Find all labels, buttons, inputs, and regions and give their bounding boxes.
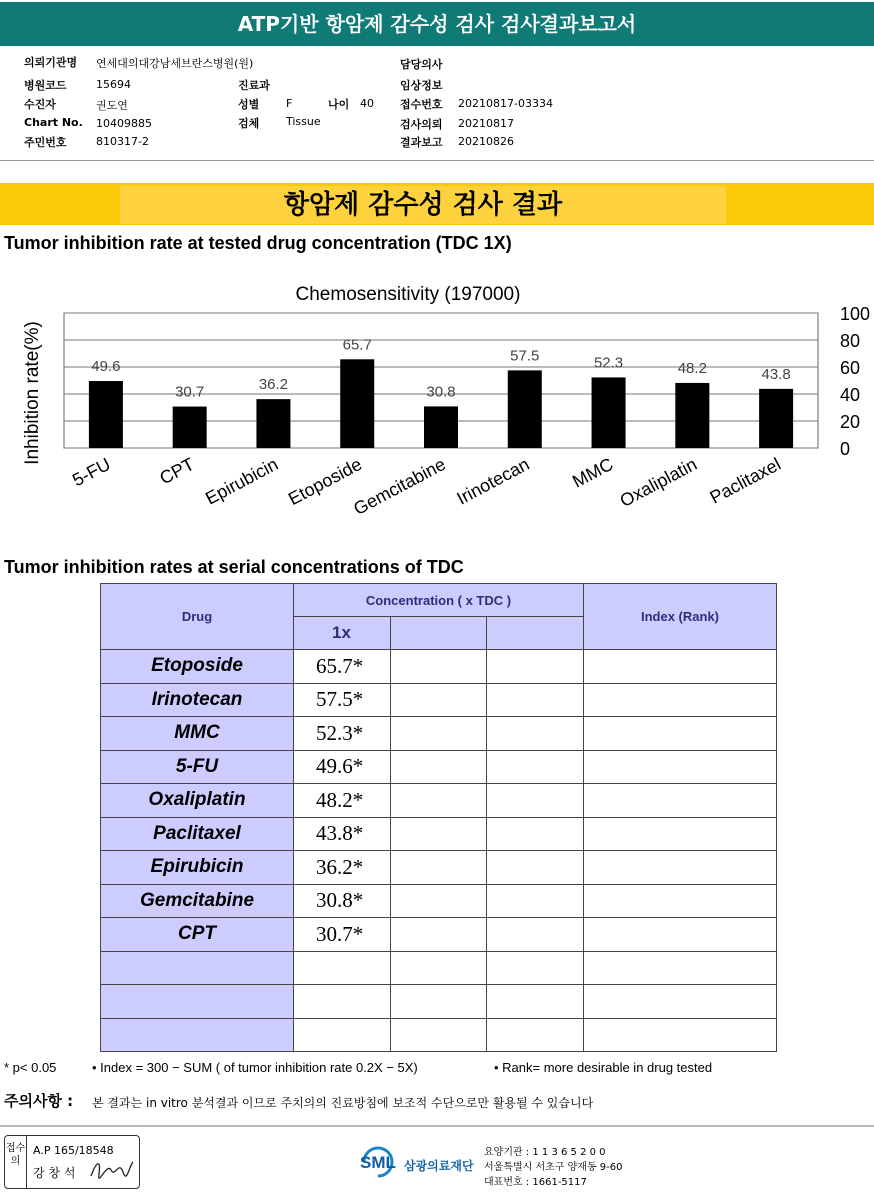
specimen-label: 검체	[238, 117, 260, 130]
bar-value-label: 36.2	[258, 376, 289, 394]
x-tick-label: Paclitaxel	[706, 453, 784, 508]
x-tick-label: 5-FU	[69, 453, 114, 491]
institution-value: 연세대의대강남세브란스병원(원)	[96, 57, 254, 70]
chemosensitivity-chart	[0, 270, 874, 540]
info-divider	[0, 160, 874, 161]
x-tick-label: Gemcitabine	[350, 453, 449, 519]
request-value: 20210817	[458, 117, 514, 130]
caution-text: 본 결과는 in vitro 분석결과 이므로 주치의의 진료방침에 보조적 수단으로만 활용될 수 있습니다	[92, 1096, 594, 1110]
bar-value-label: 43.8	[761, 365, 791, 383]
bar-5-fu	[89, 381, 123, 448]
x-tick-label: Etoposide	[285, 453, 366, 510]
report-label: 결과보고	[400, 136, 443, 149]
x-tick-label: MMC	[569, 453, 617, 492]
bar-oxaliplatin	[675, 383, 709, 448]
concentration-header: Concentration ( x TDC )	[294, 584, 584, 617]
specimen-value: Tissue	[286, 115, 321, 128]
stamp-ap: A.P 165/18548	[33, 1144, 114, 1157]
value-1x-cell: 36.2*	[294, 851, 391, 885]
x-tick-label: CPT	[156, 453, 198, 489]
bar-value-label: 49.6	[91, 358, 121, 376]
table-row	[101, 851, 777, 885]
chart-heading: Tumor inhibition rate at tested drug concentration (TDC 1X)	[4, 233, 512, 253]
index-cell	[584, 817, 777, 851]
index-cell	[584, 1018, 777, 1052]
value-cell	[391, 650, 487, 684]
org-logo-text: SML	[360, 1153, 396, 1172]
bar-value-label: 30.7	[175, 383, 205, 401]
drug-cell: MMC	[101, 717, 294, 751]
drug-cell: 5-FU	[101, 750, 294, 784]
bar-epirubicin	[256, 399, 290, 448]
org-address: 서울특별시 서초구 양재동 9-60	[484, 1162, 623, 1173]
chart-title: Chemosensitivity (197000)	[295, 284, 521, 305]
age-label: 나이	[328, 98, 350, 111]
value-1x-cell: 49.6*	[294, 750, 391, 784]
value-cell	[391, 683, 487, 717]
value-cell	[487, 918, 584, 952]
receipt-label: 접수번호	[400, 98, 443, 111]
results-table	[100, 583, 777, 1052]
table-row	[101, 1018, 777, 1052]
institution-label: 의뢰기관명	[24, 56, 78, 69]
table-row	[101, 884, 777, 918]
footer-divider	[0, 1125, 874, 1127]
value-1x-cell: 52.3*	[294, 717, 391, 751]
hospital-code-value: 15694	[96, 78, 131, 91]
value-1x-cell: 48.2*	[294, 784, 391, 818]
chart-no-label: Chart No.	[24, 116, 83, 129]
section-banner: 항암제 감수성 검사 결과	[120, 186, 726, 224]
id-value: 810317-2	[96, 135, 149, 148]
y-tick-label: 100	[840, 304, 871, 324]
department-label: 진료과	[238, 79, 270, 92]
bar-value-label: 65.7	[342, 336, 372, 354]
clinical-label: 임상정보	[400, 79, 443, 92]
value-cell	[487, 784, 584, 818]
value-cell	[487, 717, 584, 751]
index-header: Index (Rank)	[584, 584, 777, 650]
footnote-index: • Index = 300 − SUM ( of tumor inhibition rate 0.2X − 5X)	[92, 1060, 418, 1075]
table-heading: Tumor inhibition rates at serial concentrations of TDC	[4, 557, 464, 577]
value-cell	[391, 750, 487, 784]
index-cell	[584, 650, 777, 684]
drug-cell	[101, 1018, 294, 1052]
bar-value-label: 48.2	[677, 359, 707, 377]
value-cell	[487, 650, 584, 684]
patient-value: 권도연	[96, 99, 128, 112]
table-row	[101, 784, 777, 818]
chart-no-value: 10409885	[96, 117, 152, 130]
value-cell	[487, 817, 584, 851]
value-cell	[391, 918, 487, 952]
drug-cell: Gemcitabine	[101, 884, 294, 918]
index-cell	[584, 750, 777, 784]
y-tick-label: 60	[840, 358, 861, 378]
conc-col-3	[487, 617, 584, 650]
value-1x-cell	[294, 951, 391, 985]
report-title: ATP기반 항암제 감수성 검사 검사결과보고서	[0, 2, 874, 46]
table-row	[101, 985, 777, 1019]
index-cell	[584, 717, 777, 751]
x-tick-label: Irinotecan	[453, 453, 533, 509]
index-cell	[584, 851, 777, 885]
drug-cell: CPT	[101, 918, 294, 952]
bar-mmc	[592, 377, 626, 448]
index-cell	[584, 784, 777, 818]
value-1x-cell	[294, 1018, 391, 1052]
value-cell	[391, 951, 487, 985]
y-tick-label: 0	[840, 439, 851, 459]
index-cell	[584, 683, 777, 717]
bar-paclitaxel	[759, 389, 793, 448]
bar-value-label: 57.5	[510, 347, 540, 365]
conc-col-1x: 1x	[294, 617, 391, 650]
sex-label: 성별	[238, 98, 260, 111]
value-cell	[391, 1018, 487, 1052]
drug-cell: Oxaliplatin	[101, 784, 294, 818]
footnote-p: * p< 0.05	[4, 1060, 57, 1075]
value-cell	[391, 851, 487, 885]
value-1x-cell: 65.7*	[294, 650, 391, 684]
table-row	[101, 918, 777, 952]
hospital-code-label: 병원코드	[24, 79, 67, 92]
value-1x-cell: 30.7*	[294, 918, 391, 952]
table-row	[101, 683, 777, 717]
value-cell	[391, 884, 487, 918]
y-tick-label: 80	[840, 331, 861, 351]
drug-cell: Paclitaxel	[101, 817, 294, 851]
y-tick-label: 40	[840, 385, 861, 405]
y-tick-label: 20	[840, 412, 861, 432]
x-tick-label: Epirubicin	[202, 453, 282, 509]
bar-value-label: 30.8	[426, 383, 456, 401]
value-cell	[487, 884, 584, 918]
id-label: 주민번호	[24, 136, 67, 149]
bar-gemcitabine	[424, 406, 458, 448]
value-cell	[487, 851, 584, 885]
value-cell	[391, 784, 487, 818]
table-row	[101, 717, 777, 751]
value-1x-cell: 30.8*	[294, 884, 391, 918]
bar-irinotecan	[508, 370, 542, 448]
value-cell	[487, 1018, 584, 1052]
value-1x-cell: 57.5*	[294, 683, 391, 717]
drug-cell	[101, 951, 294, 985]
index-cell	[584, 918, 777, 952]
report-value: 20210826	[458, 135, 514, 148]
sex-value: F	[286, 97, 293, 110]
table-row	[101, 951, 777, 985]
x-tick-label: Oxaliplatin	[616, 453, 701, 511]
signature-icon	[89, 1156, 135, 1182]
org-name: 삼광의료재단	[404, 1159, 474, 1173]
value-1x-cell: 43.8*	[294, 817, 391, 851]
value-cell	[487, 985, 584, 1019]
table-row	[101, 750, 777, 784]
value-cell	[391, 985, 487, 1019]
drug-cell: Irinotecan	[101, 683, 294, 717]
y-axis-label: Inhibition rate(%)	[22, 321, 43, 465]
signature-stamp	[4, 1135, 140, 1189]
conc-col-2	[391, 617, 487, 650]
request-label: 검사의뢰	[400, 118, 443, 131]
value-cell	[487, 951, 584, 985]
value-1x-cell	[294, 985, 391, 1019]
caution-label: 주의사항 :	[4, 1092, 74, 1110]
patient-label: 수진자	[24, 98, 56, 111]
drug-cell: Epirubicin	[101, 851, 294, 885]
value-cell	[391, 717, 487, 751]
value-cell	[391, 817, 487, 851]
table-row	[101, 817, 777, 851]
drug-header: Drug	[101, 584, 294, 650]
stamp-side-label: 접수의	[5, 1136, 27, 1188]
value-cell	[487, 750, 584, 784]
index-cell	[584, 985, 777, 1019]
footnote-rank: • Rank= more desirable in drug tested	[494, 1060, 713, 1075]
index-cell	[584, 884, 777, 918]
bar-value-label: 52.3	[593, 354, 624, 372]
table-row	[101, 650, 777, 684]
age-value: 40	[360, 97, 374, 110]
bar-cpt	[173, 407, 207, 448]
drug-cell: Etoposide	[101, 650, 294, 684]
value-cell	[487, 683, 584, 717]
org-phone: 대표번호 : 1661-5117	[484, 1177, 587, 1188]
doctor-label: 담당의사	[400, 58, 443, 71]
index-cell	[584, 951, 777, 985]
stamp-name: 강 창 석	[33, 1166, 76, 1180]
bar-etoposide	[340, 359, 374, 448]
receipt-value: 20210817-03334	[458, 97, 553, 110]
drug-cell	[101, 985, 294, 1019]
org-code: 요양기관 : 1 1 3 6 5 2 0 0	[484, 1147, 606, 1158]
